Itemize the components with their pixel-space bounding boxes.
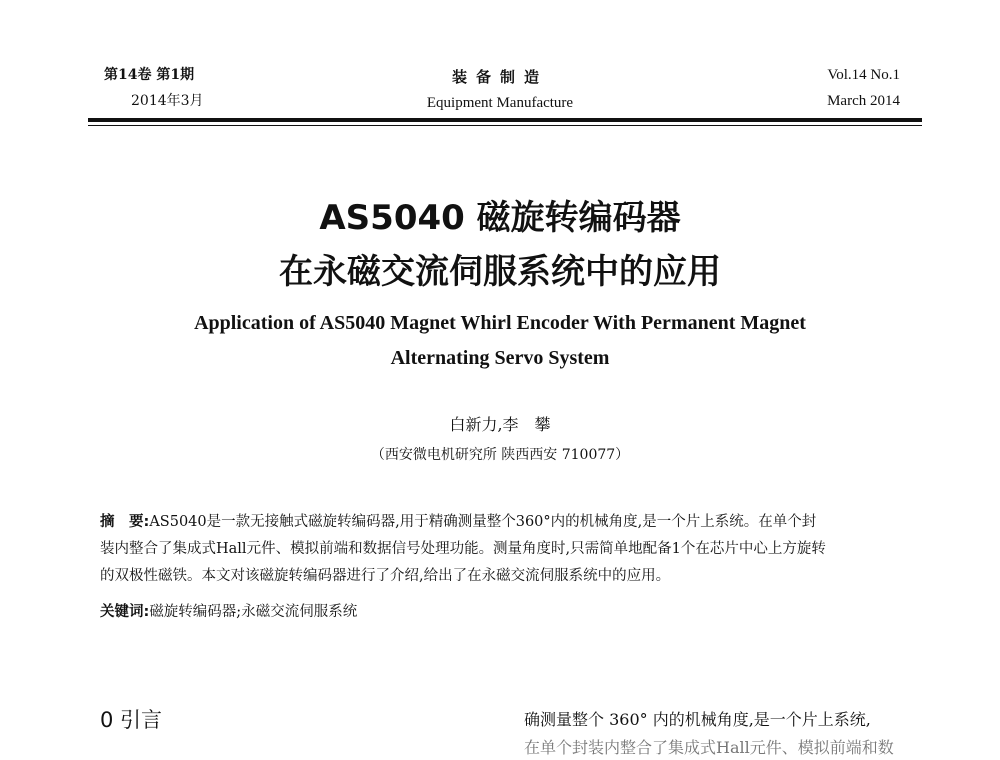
journal-volume-issue: 第14卷 第1期	[104, 67, 195, 83]
abstract	[100, 509, 910, 590]
header-rule-thick	[88, 118, 922, 122]
keywords-value: 磁旋转编码器;永磁交流伺服系统	[149, 604, 358, 620]
keywords-label: 关键词:	[100, 604, 150, 620]
journal-name-en: Equipment Manufacture	[426, 95, 574, 111]
body-right-col-line2: 在单个封装内整合了集成式Hall元件、模拟前端和数	[524, 738, 894, 757]
authors: 白新力,李 攀	[449, 415, 551, 434]
title-en-line1: Application of AS5040 Magnet Whirl Encoder With Permanent Magnet	[194, 312, 806, 334]
body-right-col-line1: 确测量整个 360° 内的机械角度,是一个片上系统,	[524, 710, 871, 729]
journal-date-en: March 2014	[827, 93, 900, 109]
title-cn-line2: 在永磁交流伺服系统中的应用	[279, 252, 721, 292]
abstract-text-3: 的双极性磁铁。本文对该磁旋转编码器进行了介绍,给出了在永磁交流伺服系统中的应用。	[100, 568, 671, 584]
abstract-line-1	[100, 509, 910, 536]
abstract-text-1: AS5040是一款无接触式磁旋转编码器,用于精确测量整个360°内的机械角度,是一个片上系统。在单个封	[149, 514, 817, 530]
keywords	[100, 602, 357, 622]
header-rule-thin	[88, 125, 922, 126]
section-heading-intro: 0 引言	[100, 708, 163, 732]
journal-date-cn: 2014年3月	[131, 93, 204, 109]
title-en-line2: Alternating Servo System	[390, 347, 610, 369]
title-cn-line1: AS5040 磁旋转编码器	[319, 198, 681, 238]
abstract-text-2: 装内整合了集成式Hall元件、模拟前端和数据信号处理功能。测量角度时,只需简单地配备1个在芯片中心上方旋转	[100, 541, 826, 557]
journal-name-cn: 装备制造	[451, 68, 548, 86]
journal-volume-en: Vol.14 No.1	[827, 67, 900, 83]
affiliation: （西安微电机研究所 陕西西安 710077）	[370, 447, 630, 463]
abstract-label: 摘 要:	[100, 514, 150, 530]
